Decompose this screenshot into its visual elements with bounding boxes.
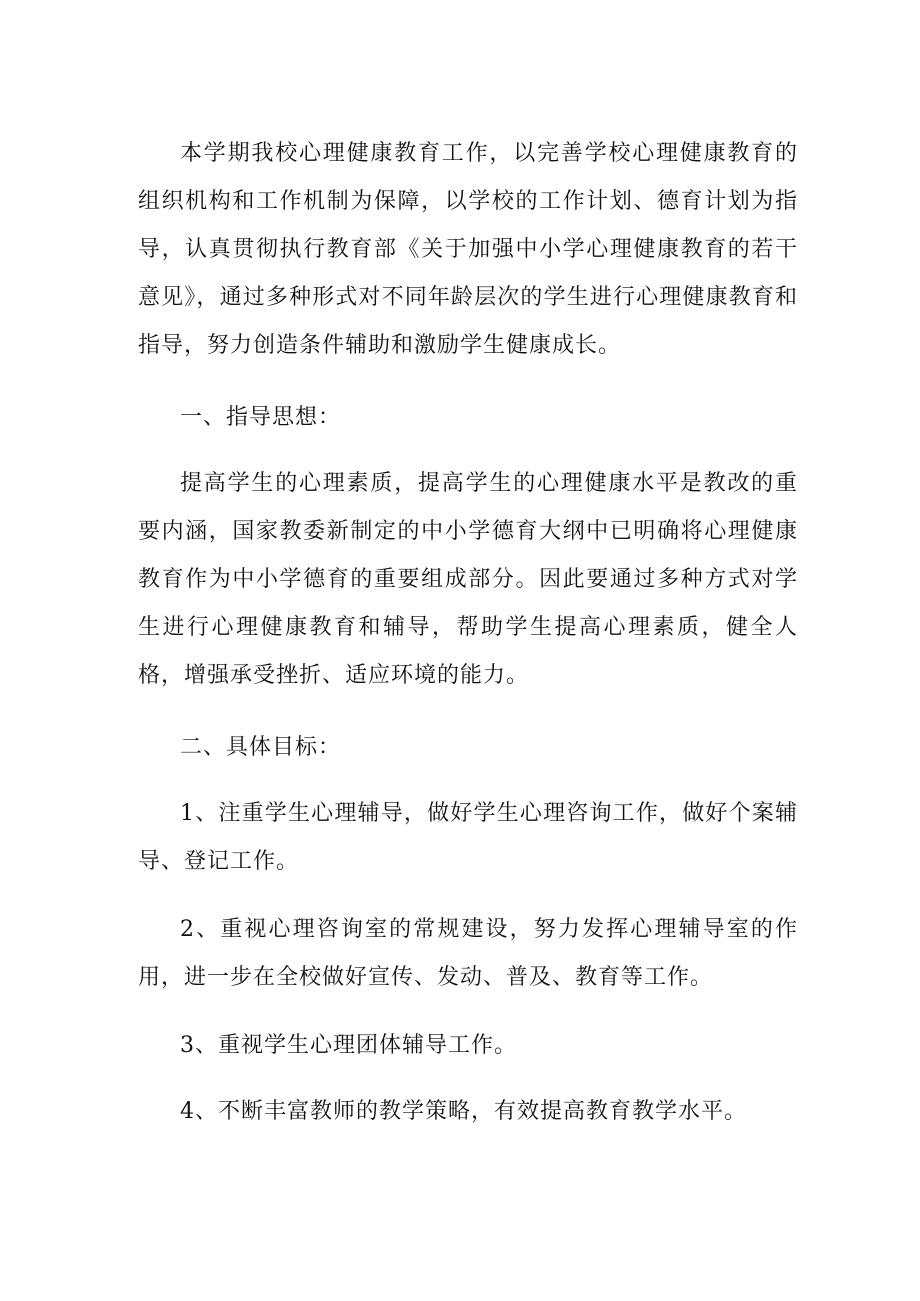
intro-paragraph: 本学期我校心理健康教育工作，以完善学校心理健康教育的组织机构和工作机制为保障，以学校的工作计划、德育计划为指导，认真贯彻执行教育部《关于加强中小学心理健康教育的若干意见》，通过多种形式对不同年龄层次的学生进行心理健康教育和指导，努力创造条件辅助和激励学生健康成长。	[138, 141, 798, 358]
goal-item-4: 4、不断丰富教师的教学策略，有效提高教育教学水平。	[180, 1099, 747, 1124]
goal-item-1: 1、注重学生心理辅导，做好学生心理咨询工作，做好个案辅导、登记工作。	[138, 801, 798, 874]
guiding-principle-paragraph: 提高学生的心理素质，提高学生的心理健康水平是教改的重要内涵，国家教委新制定的中小学德育大纲中已明确将心理健康教育作为中小学德育的重要组成部分。因此要通过多种方式对学生进行心理健康教育和辅导，帮助学生提高心理素质，健全人格，增强承受挫折、适应环境的能力。	[138, 471, 798, 688]
section-heading-specific-goals: 二、具体目标：	[180, 735, 342, 760]
goal-item-2: 2、重视心理咨询室的常规建设，努力发挥心理辅导室的作用，进一步在全校做好宣传、发动、普及、教育等工作。	[138, 917, 798, 990]
section-heading-guiding-principle: 一、指导思想：	[180, 405, 342, 430]
goal-item-3: 3、重视学生心理团体辅导工作。	[180, 1033, 517, 1058]
